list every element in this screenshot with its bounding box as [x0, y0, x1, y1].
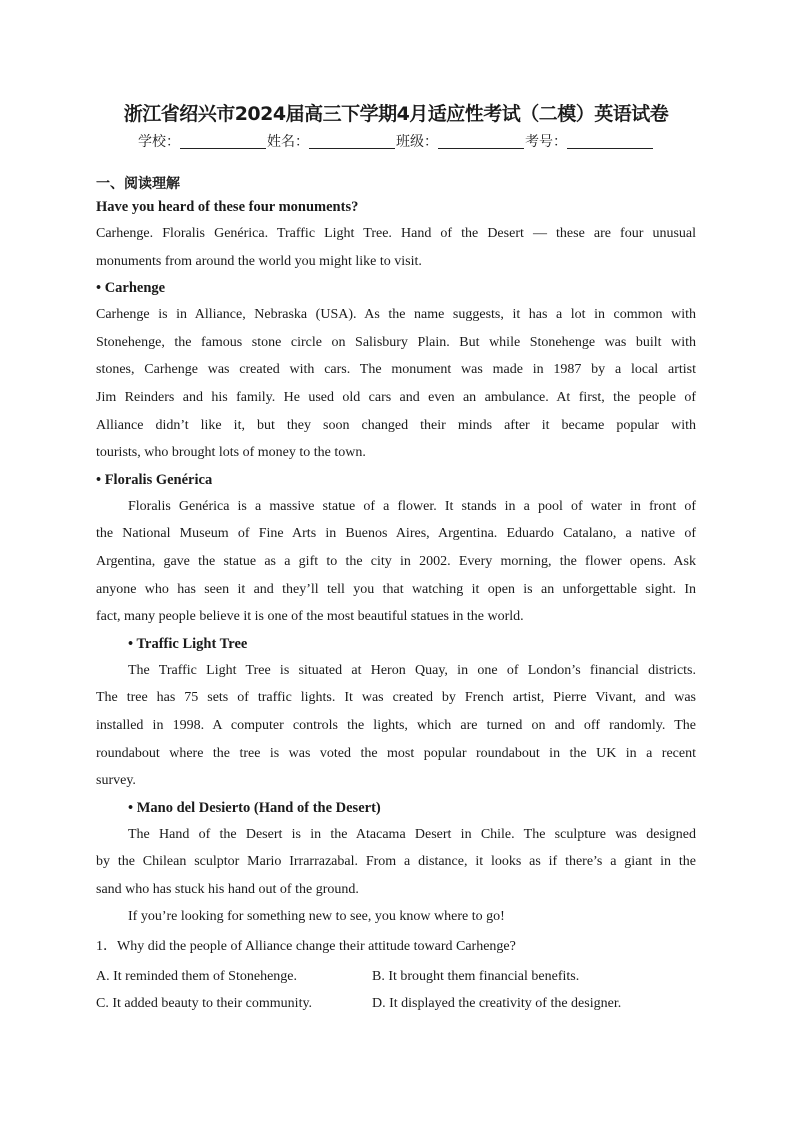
floralis-paragraph [96, 493, 696, 631]
exam-number-blank [567, 134, 653, 149]
passage-title: Have you heard of these four monuments? [96, 199, 359, 215]
text-line: monuments from around the world you might like to visit. [96, 253, 422, 269]
text-line: sand who has stuck his hand out of the ground. [96, 881, 359, 897]
question-options [96, 961, 696, 1017]
text-line: Carhenge. Floralis Genérica. Traffic Light Tree. Hand of the Desert — these are four unusual [96, 226, 696, 241]
text-line: fact, many people believe it is one of the most beautiful statues in the world. [96, 609, 524, 625]
school-blank [180, 134, 266, 149]
option-a: A. It reminded them of Stonehenge. [96, 968, 298, 984]
school-label: 学校： [138, 134, 180, 150]
text-line: by the Chilean sculptor Mario Irrarrazabal. From a distance, it looks as if there’s a giant in the [96, 854, 696, 870]
option-b: B. It brought them financial benefits. [372, 968, 580, 984]
traffic-heading: • Traffic Light Tree [128, 635, 248, 652]
carhenge-heading: • Carhenge [96, 280, 166, 297]
exam-content [96, 100, 696, 1017]
text-line: anyone who has seen it and they’ll tell you that watching it open is an unforgettable sight. In [96, 581, 696, 597]
text-line: roundabout where the tree is was voted the most popular roundabout in the UK in a recent [96, 745, 696, 761]
name-blank [309, 134, 395, 149]
exam-number-label: 考号： [525, 134, 567, 150]
student-info-line [96, 132, 696, 152]
name-label: 姓名： [267, 134, 309, 150]
desert-paragraph [96, 821, 696, 931]
desert-heading: • Mano del Desierto (Hand of the Desert) [128, 799, 381, 816]
passage-intro [96, 220, 696, 275]
exam-title: 浙江省绍兴市2024届高三下学期4月适应性考试（二模）英语试卷 [123, 103, 669, 125]
option-d: D. It displayed the creativity of the designer. [372, 995, 622, 1011]
text-line: The tree has 75 sets of traffic lights. It was created by French artist, Pierre Vivant, and was [96, 690, 696, 706]
question-stem: 1．Why did the people of Alliance change their attitude toward Carhenge? [96, 939, 516, 955]
floralis-heading: • Floralis Genérica [96, 471, 213, 488]
option-c: C. It added beauty to their community. [96, 995, 313, 1011]
class-label: 班级： [396, 134, 438, 150]
text-line: tourists, who brought lots of money to the town. [96, 445, 366, 461]
text-line: The Hand of the Desert is in the Atacama Desert in Chile. The sculpture was designed [128, 826, 696, 842]
text-line: Jim Reinders and his family. He used old cars and even an ambulance. At first, the people of [96, 389, 696, 405]
text-line: stones, Carhenge was created with cars. The monument was made in 1987 by a local artist [96, 362, 696, 378]
closing-line: If you’re looking for something new to see, you know where to go! [128, 909, 505, 925]
class-blank [438, 134, 524, 149]
text-line: Argentina, gave the statue as a gift to the city in 2002. Every morning, the flower opens. Ask [96, 553, 696, 569]
text-line: installed in 1998. A computer controls the lights, which are turned on and off randomly. The [96, 717, 696, 733]
text-line: Stonehenge, the famous stone circle on Salisbury Plain. But while Stonehenge was built with [96, 334, 696, 350]
traffic-paragraph [96, 657, 696, 795]
section-heading: 一、阅读理解 [96, 176, 180, 192]
text-line: the National Museum of Fine Arts in Buenos Aires, Argentina. Eduardo Catalano, a native of [96, 526, 696, 542]
text-line: Alliance didn’t like it, but they soon changed their minds after it became popular with [96, 417, 696, 433]
text-line: Carhenge is in Alliance, Nebraska (USA). As the name suggests, it has a lot in common with [96, 307, 696, 323]
text-line: The Traffic Light Tree is situated at Heron Quay, in one of London’s financial districts. [128, 662, 696, 678]
text-line: Floralis Genérica is a massive statue of a flower. It stands in a pool of water in front of [128, 498, 696, 514]
text-line: survey. [96, 773, 136, 789]
carhenge-paragraph [96, 301, 696, 467]
